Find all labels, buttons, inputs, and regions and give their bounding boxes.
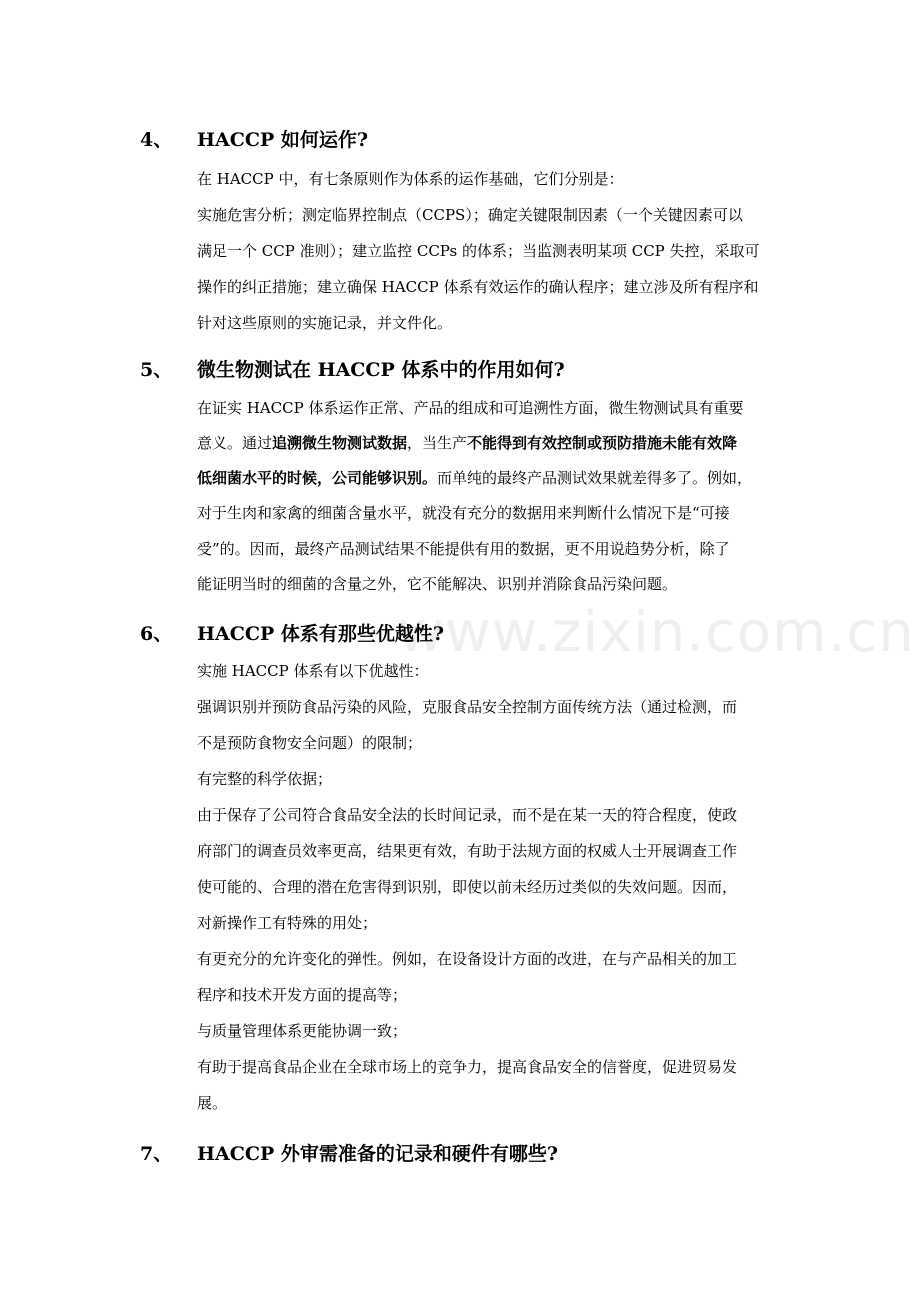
paragraph-line: [197, 468, 797, 488]
paragraph-line: 使可能的、合理的潜在危害得到识别，即使以前未经历过类似的失效问题。因而，: [197, 878, 738, 896]
paragraph-line: 程序和技术开发方面的提高等；: [197, 986, 408, 1004]
paragraph-line: 能证明当时的细菌的含量之外，它不能解决、识别并消除食品污染问题。: [197, 575, 678, 593]
text-run: 而单纯的最终产品测试效果就差得多了。例如，: [437, 469, 753, 487]
paragraph-line: 对于生肉和家禽的细菌含量水平，就没有充分的数据用来判断什么情况下是“可接: [197, 504, 730, 522]
paragraph-line: 受”的。因而，最终产品测试结果不能提供有用的数据，更不用说趋势分析，除了: [197, 540, 730, 558]
section-title: HACCP 体系有那些优越性?: [197, 623, 444, 645]
paragraph-line: 对新操作工有特殊的用处；: [197, 914, 378, 932]
paragraph-line: 操作的纠正措施；建立确保 HACCP 体系有效运作的确认程序；建立涉及所有程序和: [197, 278, 759, 296]
paragraph-line: 实施危害分析；测定临界控制点（CCPS）；确定关键限制因素（一个关键因素可以: [197, 206, 743, 224]
text-run: 意义。通过: [197, 434, 273, 452]
section-number: 6、: [140, 623, 173, 645]
section-title: HACCP 如何运作?: [197, 129, 368, 151]
paragraph-line: 针对这些原则的实施记录，并文件化。: [197, 314, 453, 332]
bold-text-run: 追溯微生物测试数据: [272, 434, 408, 452]
section-number: 7、: [140, 1143, 173, 1165]
section-number: 5、: [140, 359, 173, 381]
paragraph-line: 满足一个 CCP 准则）；建立监控 CCPs 的体系；当监测表明某项 CCP 失控，采取可: [197, 242, 760, 260]
paragraph-line: 有完整的科学依据；: [197, 770, 333, 788]
paragraph-line: 强调识别并预防食品污染的风险，克服食品安全控制方面传统方法（通过检测，而: [197, 698, 738, 716]
paragraph-line: 不是预防食物安全问题）的限制；: [197, 734, 423, 752]
paragraph-line: 实施 HACCP 体系有以下优越性：: [197, 662, 429, 680]
bold-text-run: 低细菌水平的时候，公司能够识别。: [197, 469, 438, 487]
section-number: 4、: [140, 129, 173, 151]
paragraph-line: 在 HACCP 中，有七条原则作为体系的运作基础，它们分别是：: [197, 170, 624, 188]
paragraph-line: 与质量管理体系更能协调一致；: [197, 1022, 408, 1040]
bold-text-run: 不能得到有效控制或预防措施未能有效降: [467, 434, 738, 452]
watermark: www.zixin.com.cn: [398, 600, 915, 665]
paragraph-line: 由于保存了公司符合食品安全法的长时间记录，而不是在某一天的符合程度，使政: [197, 806, 738, 824]
paragraph-line: 有助于提高食品企业在全球市场上的竞争力，提高食品安全的信誉度，促进贸易发: [197, 1058, 738, 1076]
paragraph-line: [197, 433, 797, 453]
paragraph-line: 有更充分的允许变化的弹性。例如，在设备设计方面的改进，在与产品相关的加工: [197, 950, 738, 968]
text-run: ，当生产: [407, 434, 468, 452]
paragraph-line: 展。: [197, 1094, 228, 1112]
section-title: HACCP 外审需准备的记录和硬件有哪些?: [197, 1143, 558, 1165]
section-title: 微生物测试在 HACCP 体系中的作用如何?: [197, 359, 565, 381]
paragraph-line: 在证实 HACCP 体系运作正常、产品的组成和可追溯性方面，微生物测试具有重要: [197, 399, 744, 417]
paragraph-line: 府部门的调查员效率更高，结果更有效，有助于法规方面的权威人士开展调查工作: [197, 842, 738, 860]
